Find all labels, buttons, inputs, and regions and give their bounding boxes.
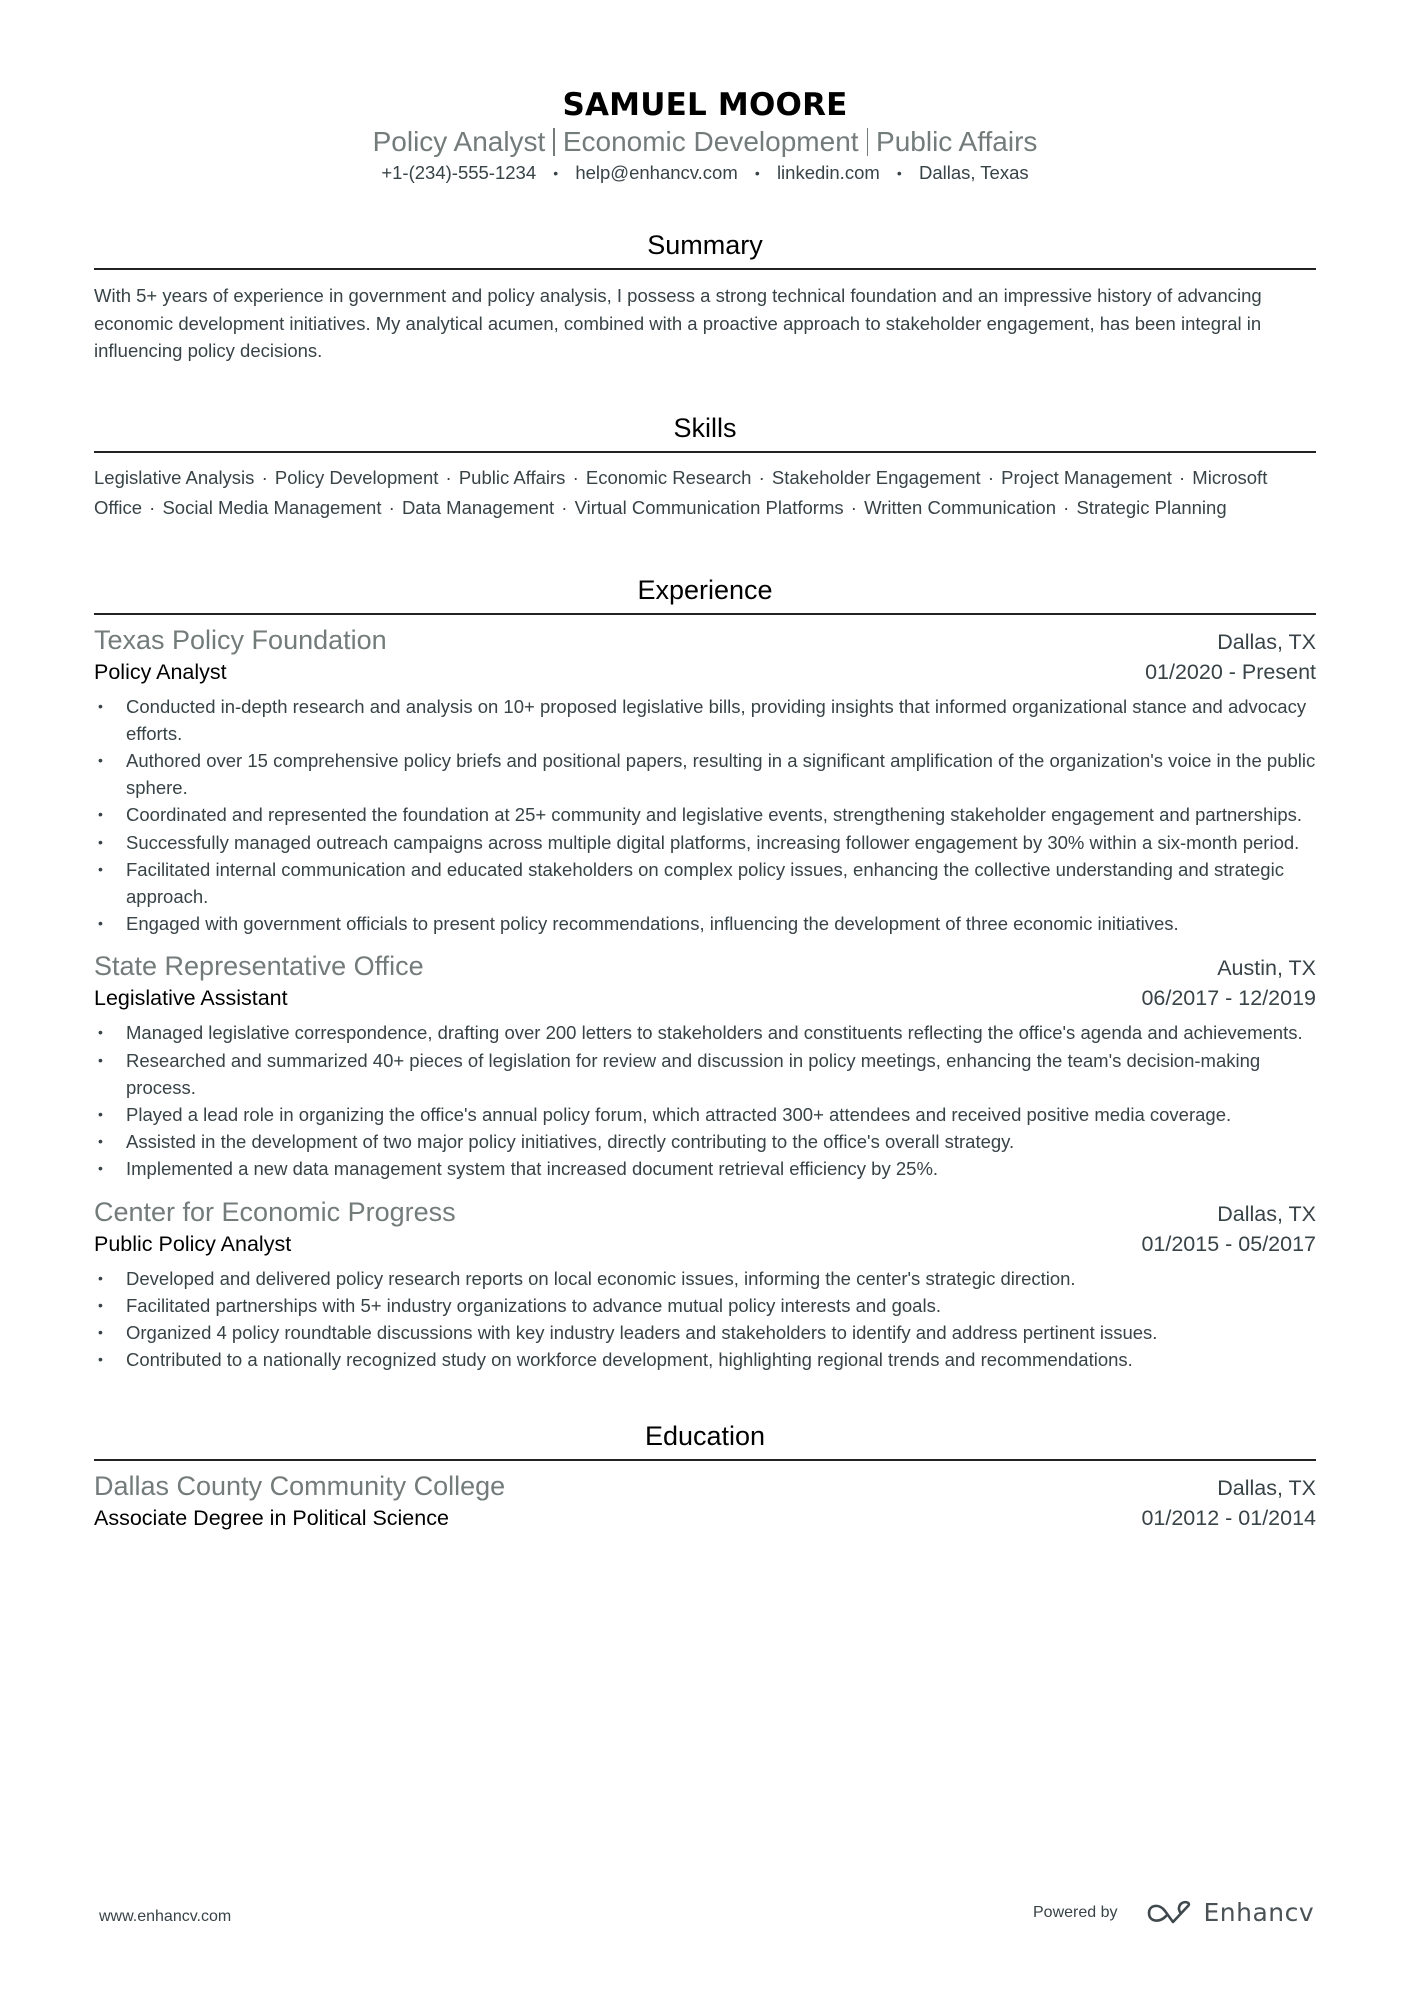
skill-item: Project Management: [1001, 466, 1172, 488]
education-entry: [94, 1469, 1316, 1533]
section-heading: Skills: [673, 412, 737, 443]
skill-separator: ·: [850, 496, 857, 518]
school-location: Dallas, TX: [1217, 1476, 1316, 1501]
bullet-item: [94, 1128, 1316, 1155]
company-name: Center for Economic Progress: [94, 1196, 456, 1227]
bullet-list: [94, 693, 1316, 938]
job-dates: 01/2015 - 05/2017: [1141, 1231, 1316, 1256]
school-name: Dallas County Community College: [94, 1471, 506, 1502]
resume-header: [94, 0, 1316, 186]
experience-section: [94, 573, 1316, 1374]
skill-separator: ·: [561, 496, 568, 518]
bullet-item: [94, 1047, 1316, 1101]
powered-by-label: Powered by: [1033, 1903, 1118, 1921]
bullet-item: [94, 801, 1316, 828]
email-link[interactable]: help@enhancv.com: [575, 162, 738, 183]
skill-item: Written Communication: [864, 496, 1057, 518]
candidate-name: SAMUEL MOORE: [562, 87, 848, 123]
skill-separator: ·: [388, 496, 395, 518]
skills-list: [94, 463, 1316, 523]
skill-item: Public Affairs: [458, 466, 566, 488]
headline-titles: [94, 125, 1316, 159]
bullet-icon: •: [98, 1323, 103, 1340]
section-divider: [94, 613, 1316, 615]
bullet-item: [94, 1019, 1316, 1046]
resume-page: [94, 0, 1316, 1533]
skill-separator: ·: [987, 466, 994, 488]
job-title: Public Policy Analyst: [94, 1231, 292, 1256]
bullet-text: Played a lead role in organizing the office's annual policy forum, which attracted 300+ attendees and received positive media coverage.: [126, 1103, 1232, 1125]
skills-section: [94, 411, 1316, 523]
footer-branding: [1033, 1898, 1314, 1927]
bullet-icon: •: [98, 751, 103, 768]
bullet-icon: •: [98, 1105, 103, 1122]
company-name: Texas Policy Foundation: [94, 624, 387, 655]
skill-item: Stakeholder Engagement: [771, 466, 981, 488]
bullet-text: Contributed to a nationally recognized study on workforce development, highlighting regional trends and recommendations.: [126, 1349, 1133, 1371]
footer-website-link[interactable]: www.enhancv.com: [99, 1908, 232, 1925]
contact-separator: •: [754, 165, 760, 181]
skill-item: Virtual Communication Platforms: [574, 496, 844, 518]
bullet-text: Successfully managed outreach campaigns across multiple digital platforms, increasing follower engagement by 30% within a six-month period.: [126, 831, 1300, 853]
section-divider: [94, 1459, 1316, 1461]
bullet-icon: •: [98, 806, 103, 823]
brand-name: Enhancv: [1203, 1898, 1315, 1927]
skill-separator: ·: [149, 496, 156, 518]
skill-separator: ·: [261, 466, 268, 488]
bullet-item: [94, 829, 1316, 856]
bullet-text: Authored over 15 comprehensive policy briefs and positional papers, resulting in a significant amplification of the organization's voice in the public sphere.: [126, 749, 1316, 799]
skill-item: Strategic Planning: [1076, 496, 1227, 518]
contact-separator: •: [553, 165, 559, 181]
bullet-item: [94, 856, 1316, 910]
section-divider: [94, 268, 1316, 270]
bullet-item: [94, 693, 1316, 747]
skill-item: Policy Development: [274, 466, 439, 488]
skill-item: Legislative Analysis: [94, 466, 255, 488]
summary-section: [94, 228, 1316, 365]
location: Dallas, Texas: [918, 162, 1029, 183]
job-title: Policy Analyst: [94, 659, 227, 684]
bullet-item: [94, 1265, 1316, 1292]
skill-separator: ·: [758, 466, 765, 488]
job-dates: 01/2020 - Present: [1145, 659, 1316, 684]
bullet-icon: •: [98, 860, 103, 877]
experience-entry: [94, 1195, 1316, 1374]
bullet-item: [94, 1292, 1316, 1319]
bullet-icon: •: [98, 1160, 103, 1177]
experience-entry: [94, 623, 1316, 938]
bullet-icon: •: [98, 1133, 103, 1150]
bullet-icon: •: [98, 1296, 103, 1313]
section-heading: Education: [644, 1421, 766, 1452]
skill-item: Social Media Management: [162, 496, 382, 518]
bullet-icon: •: [98, 697, 103, 714]
title-divider: [553, 128, 555, 156]
bullet-text: Implemented a new data management system that increased document retrieval efficiency by 25%.: [126, 1158, 939, 1180]
summary-text: With 5+ years of experience in government and policy analysis, I possess a strong technical foundation and an impressive history of advancing economic development initiatives. My analytical acumen, combined with a proactive approach to stakeholder engagement, has been integral in influencing policy decisions.: [94, 285, 1262, 361]
bullet-text: Facilitated internal communication and educated stakeholders on complex policy issues, enhancing the collective understanding and strategic approach.: [126, 858, 1284, 907]
skill-separator: ·: [1063, 496, 1070, 518]
skill-item: Microsoft Office: [94, 466, 1268, 518]
bullet-icon: •: [98, 1269, 103, 1286]
bullet-icon: •: [98, 1351, 103, 1368]
experience-entry: [94, 949, 1316, 1182]
skill-item: Economic Research: [585, 466, 752, 488]
bullet-item: [94, 1155, 1316, 1182]
bullet-text: Managed legislative correspondence, drafting over 200 letters to stakeholders and constituents reflecting the office's agenda and achievements.: [126, 1022, 1303, 1044]
bullet-text: Assisted in the development of two major policy initiatives, directly contributing to the office's overall strategy.: [126, 1131, 1015, 1153]
section-heading: Summary: [647, 230, 763, 260]
bullet-item: [94, 747, 1316, 801]
degree: Associate Degree in Political Science: [94, 1506, 449, 1531]
bullet-icon: •: [98, 1024, 103, 1041]
job-location: Dallas, TX: [1217, 629, 1316, 654]
bullet-text: Coordinated and represented the foundation at 25+ community and legislative events, strengthening stakeholder engagement and partnerships.: [126, 804, 1303, 826]
education-dates: 01/2012 - 01/2014: [1141, 1506, 1316, 1531]
bullet-list: [94, 1265, 1316, 1374]
contact-separator: •: [896, 165, 902, 181]
contact-info: [94, 160, 1316, 186]
bullet-text: Engaged with government officials to present policy recommendations, influencing the development of three economic initiatives.: [126, 913, 1179, 935]
skill-item: Data Management: [401, 496, 555, 518]
enhancv-infinity-heart-icon: [1146, 1900, 1194, 1926]
bullet-list: [94, 1019, 1316, 1182]
skill-separator: ·: [1178, 466, 1186, 488]
bullet-item: [94, 1346, 1316, 1373]
bullet-text: Conducted in-depth research and analysis on 10+ proposed legislative bills, providing insights that informed organizational stance and advocacy efforts.: [126, 695, 1307, 744]
title-divider: [867, 128, 869, 156]
job-dates: 06/2017 - 12/2019: [1141, 986, 1316, 1011]
phone: +1-(234)-555-1234: [381, 162, 537, 183]
skill-separator: ·: [445, 466, 452, 488]
section-heading: Experience: [637, 574, 773, 605]
bullet-text: Organized 4 policy roundtable discussions with key industry leaders and stakeholders to identify and address pertinent issues.: [126, 1321, 1158, 1343]
section-divider: [94, 451, 1316, 453]
education-section: [94, 1419, 1316, 1533]
headline-title: Policy Analyst: [372, 126, 546, 157]
headline-title: Economic Development: [562, 126, 859, 157]
company-name: State Representative Office: [94, 951, 424, 982]
enhancv-logo[interactable]: [1146, 1898, 1315, 1927]
job-location: Dallas, TX: [1217, 1201, 1316, 1226]
job-location: Austin, TX: [1217, 956, 1316, 981]
bullet-text: Facilitated partnerships with 5+ industry organizations to advance mutual policy interests and goals.: [126, 1294, 941, 1316]
bullet-text: Developed and delivered policy research reports on local economic issues, informing the center's strategic direction.: [126, 1267, 1076, 1289]
headline-title: Public Affairs: [876, 126, 1038, 157]
skill-separator: ·: [572, 466, 579, 488]
bullet-text: Researched and summarized 40+ pieces of legislation for review and discussion in policy meetings, enhancing the team's decision-making process.: [126, 1049, 1261, 1098]
bullet-item: [94, 910, 1316, 937]
bullet-item: [94, 1319, 1316, 1346]
bullet-item: [94, 1101, 1316, 1128]
bullet-icon: •: [98, 915, 103, 932]
bullet-icon: •: [98, 1051, 103, 1068]
linkedin-link[interactable]: linkedin.com: [776, 162, 880, 183]
job-title: Legislative Assistant: [94, 986, 288, 1011]
bullet-icon: •: [98, 833, 103, 850]
